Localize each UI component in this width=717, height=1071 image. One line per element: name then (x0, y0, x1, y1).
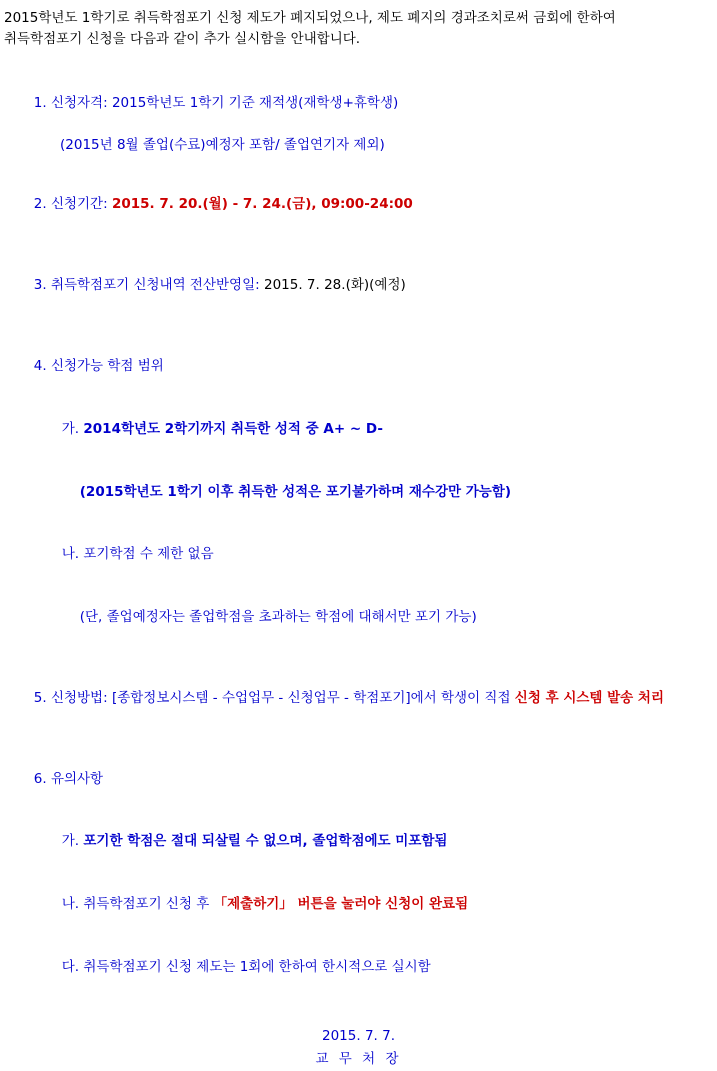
item-6-sub-a-text: 포기한 학점은 절대 되살릴 수 없으며, 졸업학점에도 미포함됨 (83, 833, 448, 850)
item-4-main (8, 335, 717, 398)
item-6-sub-c-label: 다. (61, 958, 80, 975)
item-5 (4, 667, 717, 730)
item-3-title: 취득학점포기 신청내역 전산반영일: (50, 277, 260, 294)
item-5-number: 5. (33, 689, 47, 706)
item-1 (4, 72, 717, 156)
footer-issuer: 교 무 처 장 (315, 1050, 402, 1067)
item-6-title: 유의사항 (50, 770, 104, 787)
item-1-value: 2015학년도 1학기 기준 재적생(재학생+휴학생) (111, 94, 399, 111)
item-2 (4, 174, 717, 237)
item-5-title: 신청방법: (50, 689, 108, 706)
item-3-value: 2015. 7. 28.(화)(예정) (263, 277, 406, 294)
item-6-sub-b (36, 873, 717, 936)
item-4-sub-b-note (54, 586, 717, 649)
intro-line-2: 취득학점포기 신청을 다음과 같이 추가 실시함을 안내합니다. (4, 30, 361, 47)
item-4-number: 4. (33, 357, 47, 374)
intro-line-1: 2015학년도 1학기로 취득학점포기 신청 제도가 폐지되었으나, 제도 폐지의 경과조치로써 금회에 한하여 (4, 10, 616, 26)
item-4-sub-a (36, 398, 717, 461)
item-6 (4, 748, 717, 999)
item-6-sub-b-text-pre: 취득학점포기 신청 후 (83, 896, 214, 913)
intro-paragraph (4, 8, 704, 50)
item-6-sub-c (36, 936, 717, 999)
item-4-title: 신청가능 학점 범위 (50, 357, 164, 374)
item-6-main (8, 748, 717, 811)
item-6-sub-b-text-em: 「제출하기」 (213, 896, 293, 913)
item-2-main (8, 174, 717, 237)
item-5-text-highlight: 신청 후 시스템 발송 처리 (514, 689, 665, 706)
item-1-sub: (2015년 8월 졸업(수료)예정자 포함/ 졸업연기자 제외) (60, 136, 385, 153)
item-4-sub-b-text: 포기학점 수 제한 없음 (83, 546, 214, 563)
item-3 (4, 254, 717, 317)
item-6-sub-b-text-post: 버튼을 눌러야 신청이 완료됨 (292, 896, 469, 913)
item-4-sub-b-note-text: (단, 졸업예정자는 졸업학점을 초과하는 학점에 대해서만 포기 가능) (79, 609, 477, 626)
item-4 (4, 335, 717, 649)
item-6-sub-a-label: 가. (61, 833, 80, 850)
signature-block (0, 1025, 717, 1071)
item-4-sub-a-text: 2014학년도 2학기까지 취득한 성적 중 A+ ~ D- (83, 420, 383, 437)
item-6-sub-a (36, 810, 717, 873)
item-5-main (8, 667, 714, 730)
footer-date: 2015. 7. 7. (322, 1027, 395, 1044)
item-6-number: 6. (33, 770, 47, 787)
item-6-sub-b-label: 나. (61, 896, 80, 913)
item-3-main (8, 254, 717, 317)
item-4-sub-b-label: 나. (61, 546, 80, 563)
item-1-main (8, 72, 717, 135)
item-1-number: 1. (33, 94, 47, 111)
item-4-sub-a-note (54, 461, 717, 524)
item-6-sub-c-text: 취득학점포기 신청 제도는 1회에 한하여 한시적으로 실시함 (83, 958, 431, 975)
item-2-value: 2015. 7. 20.(월) - 7. 24.(금), 09:00-24:00 (111, 196, 413, 213)
item-3-number: 3. (33, 277, 47, 294)
item-4-sub-a-label: 가. (61, 420, 80, 437)
item-4-sub-b (36, 523, 717, 586)
item-4-sub-a-note-text: (2015학년도 1학기 이후 취득한 성적은 포기불가하며 재수강만 가능함) (79, 483, 512, 500)
notice-document (0, 8, 717, 1067)
item-2-title: 신청기간: (50, 196, 108, 213)
item-5-text-plain: [종합정보시스템 - 수업업무 - 신청업무 - 학점포기]에서 학생이 직접 (111, 689, 515, 706)
item-1-title: 신청자격: (50, 94, 108, 111)
item-2-number: 2. (33, 196, 47, 213)
